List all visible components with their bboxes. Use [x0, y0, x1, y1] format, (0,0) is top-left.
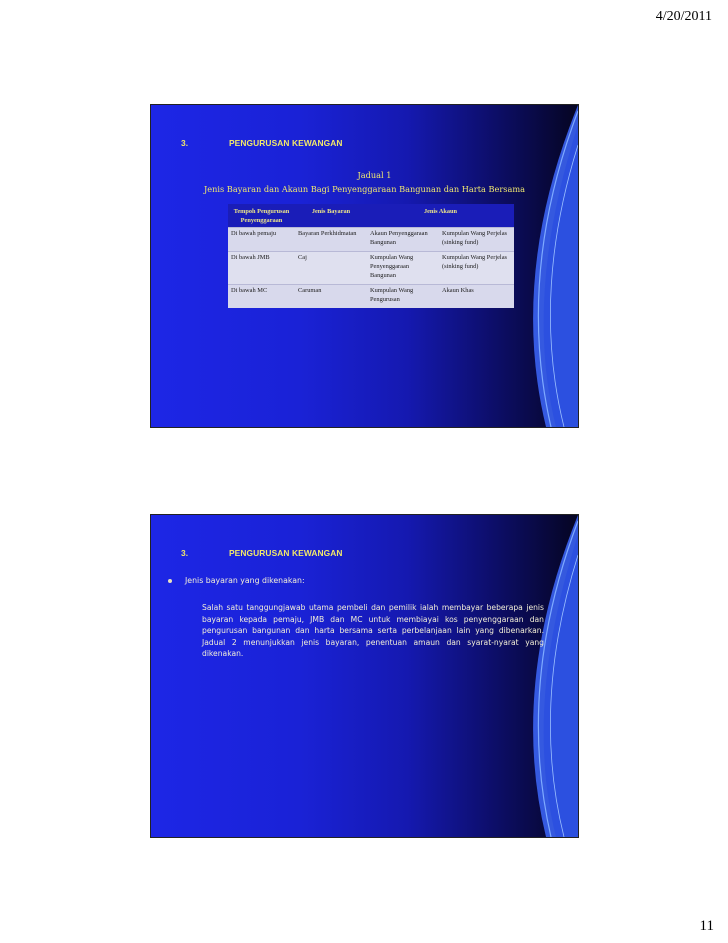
bullet-item	[185, 576, 305, 585]
table-cell: Kumpulan Wang Pengurusan	[367, 285, 439, 309]
table-cell: Di bawah JMB	[228, 252, 295, 285]
heading-title: PENGURUSAN KEWANGAN	[229, 138, 343, 148]
body-paragraph: Salah satu tanggungjawab utama pembeli dan pemilik ialah membayar beberapa jenis bayaran kepada pemaju, JMB dan MC untuk membiayai kos penyenggaraan dan pengurusan bangunan dan harta bersama serta perbelanjaan lain yang dibenarkan. Jadual 2 menunjukkan jenis bayaran, penentuan amaun dan syarat-nyarat yang dikenakan.	[202, 603, 544, 659]
page-number: 11	[699, 918, 714, 934]
table-cell: Akaun Khas	[439, 285, 514, 309]
table-header-row	[228, 204, 514, 228]
table-cell: Di bawah pemaju	[228, 228, 295, 252]
heading-number: 3.	[181, 548, 189, 558]
header-tempoh: Tempoh Pengurusan Penyenggaraan	[228, 204, 295, 228]
table-cell: Caruman	[295, 285, 367, 309]
table-caption-title: Jadual 1	[357, 170, 392, 180]
page-date: 4/20/2011	[655, 9, 712, 24]
table-cell: Di bawah MC	[228, 285, 295, 309]
table-row	[228, 228, 514, 252]
table-cell: Kumpulan Wang Penyenggaraan Bangunan	[367, 252, 439, 285]
table-row	[228, 285, 514, 309]
bullet-icon	[168, 579, 172, 583]
heading-number: 3.	[181, 138, 189, 148]
slide-2	[150, 514, 579, 838]
slide-decoration	[151, 515, 578, 837]
table-cell: Bayaran Perkhidmatan	[295, 228, 367, 252]
table-cell: Akaun Penyenggaraan Bangunan	[367, 228, 439, 252]
payment-account-table	[228, 204, 514, 308]
heading-title: PENGURUSAN KEWANGAN	[229, 548, 343, 558]
table-cell: Kumpulan Wang Perjelas (sinking fund)	[439, 228, 514, 252]
slide-heading	[181, 138, 343, 148]
slide-heading	[181, 548, 343, 558]
table-row	[228, 252, 514, 285]
slide-1	[150, 104, 579, 428]
header-jenis-bayaran: Jenis Bayaran	[295, 204, 367, 228]
bullet-text: Jenis bayaran yang dikenakan:	[185, 576, 305, 585]
table-cell: Kumpulan Wang Perjelas (sinking fund)	[439, 252, 514, 285]
table-caption-subtitle: Jenis Bayaran dan Akaun Bagi Penyenggaraan Bangunan dan Harta Bersama	[203, 184, 525, 194]
header-jenis-akaun: Jenis Akaun	[367, 204, 514, 228]
table-cell: Caj	[295, 252, 367, 285]
